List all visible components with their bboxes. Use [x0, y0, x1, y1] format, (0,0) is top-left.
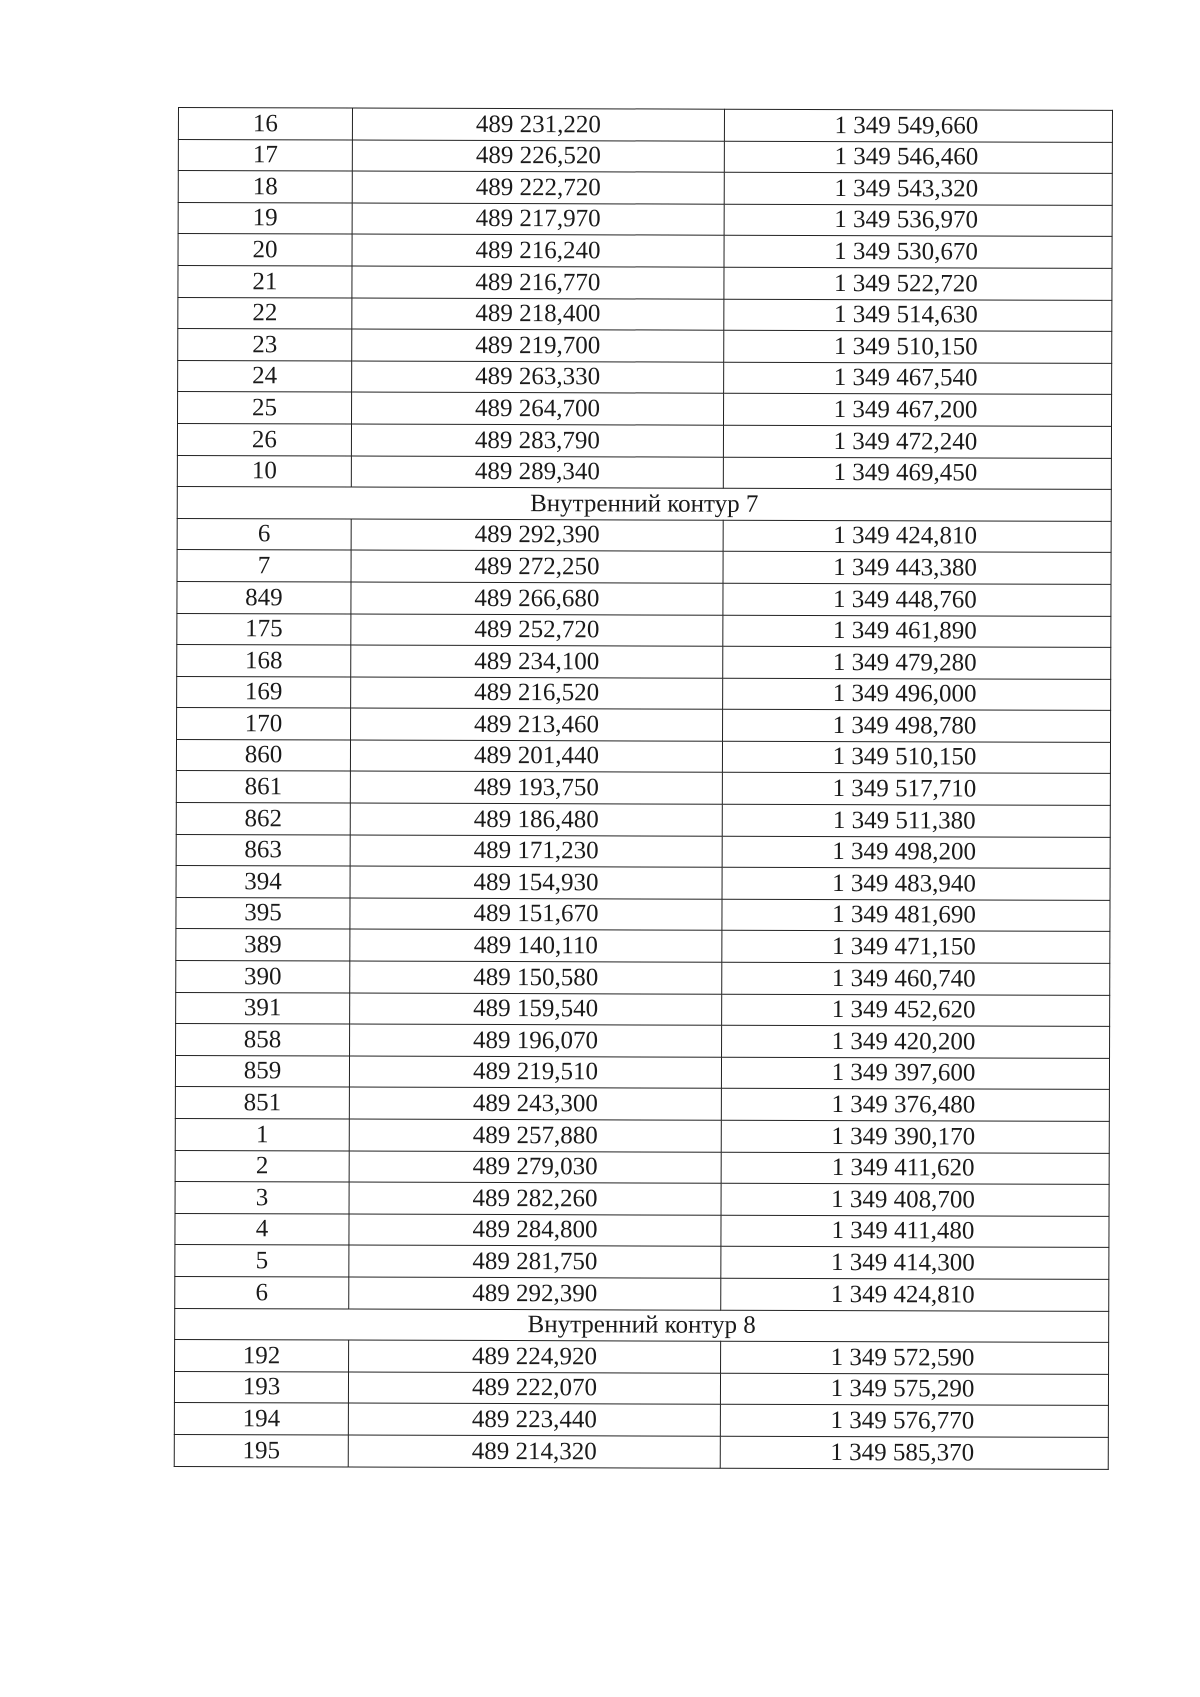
- x-coordinate-cell: 489 226,520: [352, 140, 724, 173]
- x-coordinate-cell: 489 216,520: [351, 677, 723, 710]
- y-coordinate-cell: 1 349 510,150: [722, 741, 1110, 774]
- table-row: [175, 1118, 1109, 1153]
- x-coordinate-cell: 489 219,700: [352, 329, 724, 362]
- x-coordinate-cell: 489 214,320: [348, 1435, 720, 1468]
- point-number-cell: 19: [178, 202, 352, 234]
- point-number-cell: 175: [177, 613, 351, 645]
- x-coordinate-cell: 489 264,700: [352, 392, 724, 425]
- table-row: [177, 518, 1111, 553]
- x-coordinate-cell: 489 151,670: [350, 898, 722, 931]
- x-coordinate-cell: 489 196,070: [350, 1024, 722, 1057]
- table-row: [178, 202, 1112, 237]
- y-coordinate-cell: 1 349 408,700: [721, 1183, 1109, 1216]
- x-coordinate-cell: 489 243,300: [349, 1087, 721, 1120]
- x-coordinate-cell: 489 252,720: [351, 614, 723, 647]
- x-coordinate-cell: 489 263,330: [352, 361, 724, 394]
- point-number-cell: 26: [177, 423, 351, 455]
- x-coordinate-cell: 489 292,390: [351, 519, 723, 552]
- x-coordinate-cell: 489 213,460: [351, 708, 723, 741]
- table-row: [177, 581, 1111, 616]
- point-number-cell: 17: [178, 139, 352, 171]
- x-coordinate-cell: 489 186,480: [350, 803, 722, 836]
- point-number-cell: 2: [175, 1150, 349, 1182]
- point-number-cell: 194: [174, 1403, 348, 1435]
- x-coordinate-cell: 489 222,070: [348, 1372, 720, 1405]
- table-row: [177, 708, 1111, 743]
- table-row: [178, 171, 1112, 206]
- section-title: Внутренний контур 8: [175, 1308, 1109, 1343]
- y-coordinate-cell: 1 349 452,620: [722, 994, 1110, 1027]
- x-coordinate-cell: 489 283,790: [351, 424, 723, 457]
- table-row: [175, 1182, 1109, 1217]
- table-row: [174, 1434, 1108, 1469]
- x-coordinate-cell: 489 224,920: [349, 1340, 721, 1373]
- table-row: [175, 1055, 1109, 1090]
- point-number-cell: 858: [176, 1024, 350, 1056]
- point-number-cell: 6: [177, 518, 351, 550]
- point-number-cell: 3: [175, 1182, 349, 1214]
- table-row: [178, 297, 1112, 332]
- table-row: [174, 1403, 1108, 1438]
- y-coordinate-cell: 1 349 543,320: [724, 172, 1112, 205]
- y-coordinate-cell: 1 349 575,290: [720, 1373, 1108, 1406]
- point-number-cell: 24: [178, 360, 352, 392]
- y-coordinate-cell: 1 349 510,150: [724, 330, 1112, 363]
- x-coordinate-cell: 489 218,400: [352, 298, 724, 331]
- y-coordinate-cell: 1 349 460,740: [722, 962, 1110, 995]
- x-coordinate-cell: 489 292,390: [349, 1277, 721, 1310]
- y-coordinate-cell: 1 349 549,660: [724, 109, 1112, 142]
- table-row: [178, 234, 1112, 269]
- section-header-row: [177, 487, 1111, 522]
- x-coordinate-cell: 489 216,240: [352, 234, 724, 267]
- table-row: [177, 676, 1111, 711]
- point-number-cell: 390: [176, 961, 350, 993]
- point-number-cell: 851: [175, 1087, 349, 1119]
- point-number-cell: 168: [177, 645, 351, 677]
- point-number-cell: 861: [176, 771, 350, 803]
- y-coordinate-cell: 1 349 420,200: [722, 1025, 1110, 1058]
- x-coordinate-cell: 489 282,260: [349, 1182, 721, 1215]
- y-coordinate-cell: 1 349 514,630: [724, 299, 1112, 332]
- table-row: [178, 360, 1112, 395]
- x-coordinate-cell: 489 231,220: [352, 108, 724, 141]
- point-number-cell: 18: [178, 171, 352, 203]
- y-coordinate-cell: 1 349 424,810: [721, 1278, 1109, 1311]
- x-coordinate-cell: 489 150,580: [350, 961, 722, 994]
- x-coordinate-cell: 489 171,230: [350, 835, 722, 868]
- table-row: [178, 139, 1112, 174]
- x-coordinate-cell: 489 154,930: [350, 866, 722, 899]
- y-coordinate-cell: 1 349 530,670: [724, 236, 1112, 269]
- point-number-cell: 21: [178, 265, 352, 297]
- table-row: [176, 929, 1110, 964]
- table-row: [176, 992, 1110, 1027]
- point-number-cell: 16: [178, 108, 352, 140]
- point-number-cell: 20: [178, 234, 352, 266]
- table-row: [176, 803, 1110, 838]
- table-row: [174, 1371, 1108, 1406]
- x-coordinate-cell: 489 217,970: [352, 203, 724, 236]
- y-coordinate-cell: 1 349 471,150: [722, 931, 1110, 964]
- table-row: [175, 1276, 1109, 1311]
- table-row: [178, 265, 1112, 300]
- coordinates-table: [174, 107, 1113, 1469]
- section-header-row: [175, 1308, 1109, 1343]
- y-coordinate-cell: 1 349 424,810: [723, 520, 1111, 553]
- y-coordinate-cell: 1 349 411,480: [721, 1215, 1109, 1248]
- point-number-cell: 170: [177, 708, 351, 740]
- point-number-cell: 859: [175, 1055, 349, 1087]
- x-coordinate-cell: 489 284,800: [349, 1214, 721, 1247]
- table-row: [176, 771, 1110, 806]
- point-number-cell: 5: [175, 1245, 349, 1277]
- point-number-cell: 7: [177, 550, 351, 582]
- point-number-cell: 25: [178, 392, 352, 424]
- x-coordinate-cell: 489 223,440: [348, 1403, 720, 1436]
- point-number-cell: 22: [178, 297, 352, 329]
- coordinates-table-body: [174, 108, 1112, 1469]
- point-number-cell: 394: [176, 866, 350, 898]
- point-number-cell: 195: [174, 1434, 348, 1466]
- point-number-cell: 863: [176, 834, 350, 866]
- point-number-cell: 23: [178, 329, 352, 361]
- x-coordinate-cell: 489 272,250: [351, 550, 723, 583]
- x-coordinate-cell: 489 281,750: [349, 1245, 721, 1278]
- point-number-cell: 862: [176, 803, 350, 835]
- table-row: [177, 550, 1111, 585]
- y-coordinate-cell: 1 349 414,300: [721, 1247, 1109, 1280]
- y-coordinate-cell: 1 349 496,000: [723, 678, 1111, 711]
- x-coordinate-cell: 489 193,750: [350, 772, 722, 805]
- table-row: [175, 1087, 1109, 1122]
- y-coordinate-cell: 1 349 448,760: [723, 583, 1111, 616]
- y-coordinate-cell: 1 349 546,460: [724, 141, 1112, 174]
- y-coordinate-cell: 1 349 522,720: [724, 267, 1112, 300]
- point-number-cell: 6: [175, 1276, 349, 1308]
- table-row: [176, 739, 1110, 774]
- x-coordinate-cell: 489 266,680: [351, 582, 723, 615]
- point-number-cell: 169: [177, 676, 351, 708]
- x-coordinate-cell: 489 234,100: [351, 645, 723, 678]
- table-row: [176, 834, 1110, 869]
- table-row: [175, 1340, 1109, 1375]
- table-row: [175, 1150, 1109, 1185]
- point-number-cell: 849: [177, 581, 351, 613]
- point-number-cell: 10: [177, 455, 351, 487]
- table-row: [175, 1213, 1109, 1248]
- y-coordinate-cell: 1 349 481,690: [722, 899, 1110, 932]
- point-number-cell: 395: [176, 897, 350, 929]
- y-coordinate-cell: 1 349 390,170: [721, 1120, 1109, 1153]
- y-coordinate-cell: 1 349 469,450: [723, 457, 1111, 490]
- point-number-cell: 4: [175, 1213, 349, 1245]
- table-row: [176, 897, 1110, 932]
- y-coordinate-cell: 1 349 479,280: [723, 646, 1111, 679]
- table-row: [175, 1245, 1109, 1280]
- y-coordinate-cell: 1 349 498,200: [722, 836, 1110, 869]
- y-coordinate-cell: 1 349 376,480: [721, 1089, 1109, 1122]
- table-row: [176, 1024, 1110, 1059]
- point-number-cell: 389: [176, 929, 350, 961]
- table-row: [178, 329, 1112, 364]
- x-coordinate-cell: 489 219,510: [349, 1056, 721, 1089]
- table-row: [177, 613, 1111, 648]
- y-coordinate-cell: 1 349 443,380: [723, 552, 1111, 585]
- y-coordinate-cell: 1 349 467,540: [724, 362, 1112, 395]
- point-number-cell: 391: [176, 992, 350, 1024]
- y-coordinate-cell: 1 349 511,380: [722, 804, 1110, 837]
- x-coordinate-cell: 489 289,340: [351, 456, 723, 489]
- x-coordinate-cell: 489 201,440: [350, 740, 722, 773]
- x-coordinate-cell: 489 279,030: [349, 1151, 721, 1184]
- table-row: [178, 392, 1112, 427]
- table-row: [177, 645, 1111, 680]
- y-coordinate-cell: 1 349 536,970: [724, 204, 1112, 237]
- x-coordinate-cell: 489 159,540: [350, 993, 722, 1026]
- table-row: [177, 455, 1111, 490]
- y-coordinate-cell: 1 349 472,240: [723, 425, 1111, 458]
- point-number-cell: 192: [175, 1340, 349, 1372]
- y-coordinate-cell: 1 349 483,940: [722, 867, 1110, 900]
- section-title: Внутренний контур 7: [177, 487, 1111, 522]
- x-coordinate-cell: 489 216,770: [352, 266, 724, 299]
- y-coordinate-cell: 1 349 397,600: [721, 1057, 1109, 1090]
- table-row: [178, 108, 1112, 143]
- table-row: [176, 961, 1110, 996]
- point-number-cell: 193: [174, 1371, 348, 1403]
- y-coordinate-cell: 1 349 498,780: [723, 709, 1111, 742]
- table-row: [176, 866, 1110, 901]
- point-number-cell: 860: [176, 739, 350, 771]
- y-coordinate-cell: 1 349 517,710: [722, 773, 1110, 806]
- y-coordinate-cell: 1 349 576,770: [720, 1405, 1108, 1438]
- y-coordinate-cell: 1 349 572,590: [721, 1341, 1109, 1374]
- y-coordinate-cell: 1 349 585,370: [720, 1436, 1108, 1469]
- y-coordinate-cell: 1 349 467,200: [724, 394, 1112, 427]
- y-coordinate-cell: 1 349 461,890: [723, 615, 1111, 648]
- x-coordinate-cell: 489 140,110: [350, 929, 722, 962]
- x-coordinate-cell: 489 222,720: [352, 171, 724, 204]
- point-number-cell: 1: [175, 1118, 349, 1150]
- y-coordinate-cell: 1 349 411,620: [721, 1152, 1109, 1185]
- x-coordinate-cell: 489 257,880: [349, 1119, 721, 1152]
- table-row: [177, 423, 1111, 458]
